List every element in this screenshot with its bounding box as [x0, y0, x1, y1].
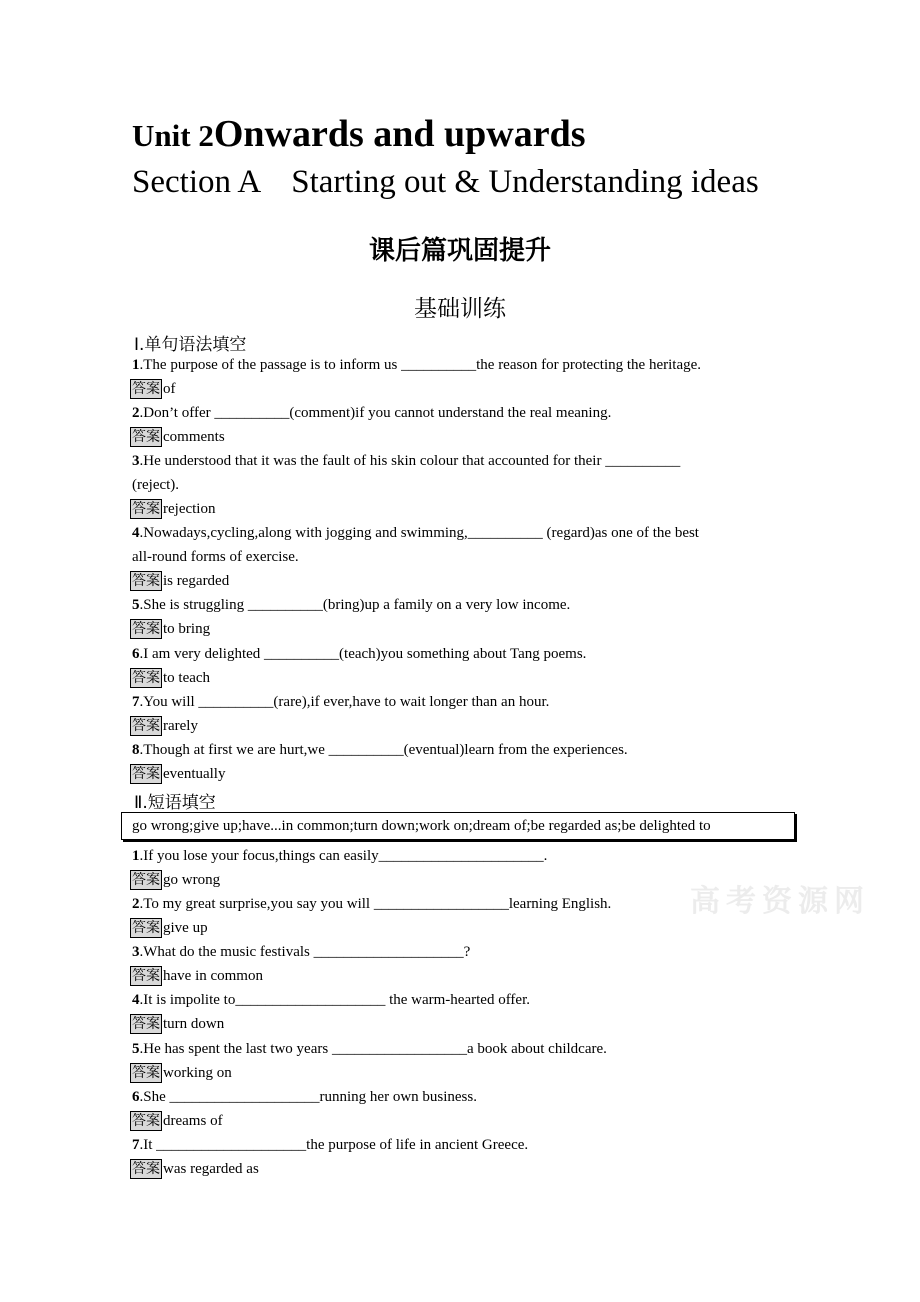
section-label: Section A [132, 164, 262, 200]
answer-line: 答案 give up [132, 920, 208, 936]
answer-line: 答案 turn down [132, 1016, 225, 1032]
answer-tag: 答案 [132, 1065, 160, 1081]
answer-line: 答案 have in common [132, 968, 263, 984]
question-line: 8.Though at first we are hurt,we __________(eventual)learn from the experiences. [132, 742, 628, 758]
answer-tag: 答案 [132, 573, 160, 589]
answer-tag: 答案 [132, 920, 160, 936]
watermark-logo: 高考资源网 [690, 884, 870, 919]
word-bank-box: go wrong;give up;have...in common;turn down;work on;dream of;be regarded as;be delighted to [121, 812, 795, 840]
question-line: 3.What do the music festivals ____________________? [132, 944, 471, 960]
unit-name: Onwards and upwards [213, 113, 586, 155]
section-title [132, 164, 759, 201]
answer-tag: 答案 [132, 872, 160, 888]
question-line: 4.It is impolite to____________________ the warm-hearted offer. [132, 992, 530, 1008]
question-line: 7.It ____________________the purpose of life in ancient Greece. [132, 1137, 529, 1153]
answer-tag: 答案 [132, 968, 160, 984]
answer-line: 答案 to teach [132, 670, 211, 686]
answer-line: 答案 rarely [132, 718, 198, 734]
answer-line: 答案 rejection [132, 501, 216, 517]
question-line: 6.She ____________________running her own business. [132, 1089, 477, 1105]
question-line-cont: (reject). [132, 477, 180, 493]
question-line: 1.The purpose of the passage is to inform us __________the reason for protecting the heritage. [132, 357, 702, 373]
answer-line: 答案 dreams of [132, 1113, 223, 1129]
unit-title [132, 112, 586, 156]
answer-tag: 答案 [132, 670, 160, 686]
part2-heading: Ⅱ.短语填空 [134, 793, 216, 813]
answer-tag: 答案 [132, 1161, 160, 1177]
answer-tag: 答案 [132, 429, 160, 445]
answer-line: 答案 eventually [132, 766, 226, 782]
answer-line: 答案 to bring [132, 621, 211, 637]
answer-tag: 答案 [132, 1016, 160, 1032]
question-line: 2.To my great surprise,you say you will __________________learning English. [132, 896, 612, 912]
answer-tag: 答案 [132, 766, 160, 782]
answer-tag: 答案 [132, 501, 160, 517]
answer-line: 答案 go wrong [132, 872, 221, 888]
answer-tag: 答案 [132, 1113, 160, 1129]
answer-line: 答案 working on [132, 1065, 232, 1081]
question-line: 5.He has spent the last two years __________________a book about childcare. [132, 1041, 607, 1057]
question-line: 2.Don’t offer __________(comment)if you cannot understand the real meaning. [132, 405, 612, 421]
question-line-cont: all-round forms of exercise. [132, 549, 299, 565]
answer-line: 答案 of [132, 381, 176, 397]
question-line: 7.You will __________(rare),if ever,have to wait longer than an hour. [132, 694, 550, 710]
question-line: 5.She is struggling __________(bring)up a family on a very low income. [132, 597, 571, 613]
part1-heading: Ⅰ.单句语法填空 [134, 335, 247, 355]
section-name: Starting out & Understanding ideas [291, 164, 759, 200]
answer-tag: 答案 [132, 718, 160, 734]
cn-title: 课后篇巩固提升 [368, 236, 551, 266]
cn-subtitle: 基础训练 [414, 296, 506, 322]
unit-number: Unit 2 [132, 118, 214, 153]
answer-line: 答案 comments [132, 429, 225, 445]
answer-tag: 答案 [132, 621, 160, 637]
answer-line: 答案 was regarded as [132, 1161, 259, 1177]
question-line: 3.He understood that it was the fault of his skin colour that accounted for their __________ [132, 453, 681, 469]
question-line: 1.If you lose your focus,things can easily______________________. [132, 848, 548, 864]
answer-line: 答案 is regarded [132, 573, 230, 589]
question-line: 4.Nowadays,cycling,along with jogging and swimming,__________ (regard)as one of the best [132, 525, 699, 541]
question-line: 6.I am very delighted __________(teach)you something about Tang poems. [132, 646, 587, 662]
answer-tag: 答案 [132, 381, 160, 397]
